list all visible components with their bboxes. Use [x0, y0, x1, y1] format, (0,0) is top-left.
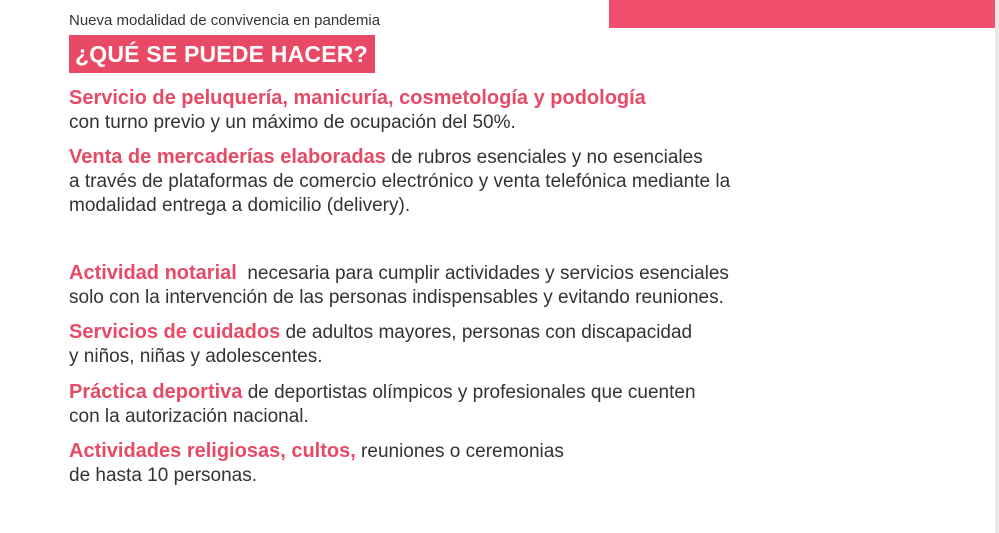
item-line: solo con la intervención de las personas indispensables y evitando reuniones. — [69, 287, 724, 308]
item-peluqueria — [69, 86, 969, 135]
item-line: con turno previo y un máximo de ocupación del 50%. — [69, 112, 516, 133]
item-first-line — [69, 86, 969, 111]
item-lead: Venta de mercaderías elaboradas — [69, 146, 386, 168]
item-first-line — [69, 145, 969, 170]
item-first-line — [69, 320, 969, 345]
section-kicker: Nueva modalidad de convivencia en pandemia — [69, 12, 381, 29]
item-line: con la autorización nacional. — [69, 406, 309, 427]
item-first-line — [69, 439, 969, 464]
accent-bar — [609, 0, 995, 28]
item-line: modalidad entrega a domicilio (delivery). — [69, 195, 411, 216]
item-lead: Actividades religiosas, cultos, — [69, 440, 356, 462]
page-edge — [995, 0, 999, 533]
item-rest: de rubros esenciales y no esenciales — [385, 147, 703, 168]
item-rest: de deportistas olímpicos y profesionales que cuenten — [242, 382, 696, 403]
item-line: a través de plataformas de comercio electrónico y venta telefónica mediante la — [69, 171, 731, 192]
item-line: de hasta 10 personas. — [69, 465, 258, 486]
item-rest: reuniones o ceremonias — [355, 441, 564, 462]
item-line: y niños, niñas y adolescentes. — [69, 346, 323, 367]
item-practica-deportiva — [69, 380, 969, 429]
item-servicios-cuidados — [69, 320, 969, 369]
item-first-line — [69, 380, 969, 405]
item-rest: necesaria para cumplir actividades y servicios esenciales — [236, 263, 729, 284]
item-first-line — [69, 261, 969, 286]
item-lead: Práctica deportiva — [69, 381, 243, 403]
item-actividades-religiosas — [69, 439, 969, 488]
item-venta-mercaderias — [69, 145, 969, 218]
item-lead: Servicio de peluquería, manicuría, cosmetología y podología — [69, 87, 646, 109]
item-actividad-notarial — [69, 261, 969, 310]
page-title: ¿QUÉ SE PUEDE HACER? — [69, 35, 375, 73]
item-rest: de adultos mayores, personas con discapacidad — [280, 322, 693, 343]
item-lead: Actividad notarial — [69, 262, 237, 284]
item-lead: Servicios de cuidados — [69, 321, 281, 343]
